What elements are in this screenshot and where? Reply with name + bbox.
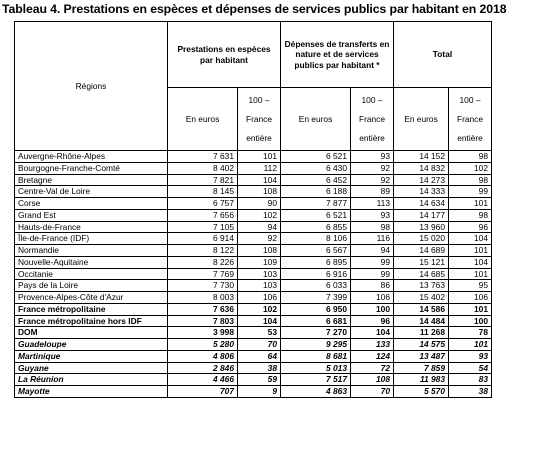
- cell-total-euros: 5 570: [394, 386, 449, 398]
- cell-depenses-euros: 8 681: [281, 350, 351, 362]
- header-total-indice: 100 – France entière: [449, 88, 492, 151]
- table-row: [15, 221, 492, 233]
- cell-total-euros: 13 487: [394, 350, 449, 362]
- cell-total-indice: 38: [449, 386, 492, 398]
- cell-total-indice: 98: [449, 174, 492, 186]
- cell-region: DOM: [15, 327, 168, 339]
- cell-total-indice: 101: [449, 268, 492, 280]
- cell-region: Grand Est: [15, 209, 168, 221]
- prestations-table: [14, 21, 492, 398]
- cell-region: Bourgogne-Franche-Comté: [15, 162, 168, 174]
- cell-depenses-euros: 6 188: [281, 186, 351, 198]
- cell-prestations-euros: 7 769: [168, 268, 238, 280]
- cell-region: Centre-Val de Loire: [15, 186, 168, 198]
- header-prestations-euros: En euros: [168, 88, 238, 151]
- cell-region: Corse: [15, 198, 168, 210]
- cell-total-indice: 96: [449, 221, 492, 233]
- cell-depenses-euros: 8 106: [281, 233, 351, 245]
- cell-region: Guadeloupe: [15, 339, 168, 351]
- cell-region: Provence-Alpes-Côte d'Azur: [15, 292, 168, 304]
- table-row: [15, 245, 492, 257]
- cell-depenses-euros: 6 855: [281, 221, 351, 233]
- cell-region: Nouvelle-Aquitaine: [15, 256, 168, 268]
- cell-total-indice: 98: [449, 151, 492, 163]
- cell-region: Île-de-France (IDF): [15, 233, 168, 245]
- table-row: [15, 209, 492, 221]
- cell-total-indice: 100: [449, 315, 492, 327]
- cell-prestations-euros: 7 636: [168, 303, 238, 315]
- cell-depenses-indice: 92: [351, 162, 394, 174]
- cell-prestations-euros: 707: [168, 386, 238, 398]
- cell-prestations-indice: 92: [238, 233, 281, 245]
- cell-total-indice: 54: [449, 362, 492, 374]
- table-title: Tableau 4. Prestations en espèces et dépenses de services publics par habitant en 2018: [2, 2, 507, 16]
- header-depenses-euros: En euros: [281, 88, 351, 151]
- cell-depenses-indice: 133: [351, 339, 394, 351]
- cell-depenses-euros: 7 517: [281, 374, 351, 386]
- cell-prestations-euros: 7 821: [168, 174, 238, 186]
- cell-depenses-indice: 124: [351, 350, 394, 362]
- table-row: [15, 303, 492, 315]
- cell-prestations-indice: 101: [238, 151, 281, 163]
- cell-total-euros: 14 273: [394, 174, 449, 186]
- header-regions: Régions: [15, 22, 168, 151]
- cell-region: Guyane: [15, 362, 168, 374]
- cell-depenses-euros: 6 521: [281, 209, 351, 221]
- cell-total-euros: 13 763: [394, 280, 449, 292]
- cell-prestations-euros: 8 402: [168, 162, 238, 174]
- cell-depenses-indice: 104: [351, 327, 394, 339]
- cell-prestations-euros: 2 846: [168, 362, 238, 374]
- cell-depenses-euros: 5 013: [281, 362, 351, 374]
- cell-depenses-indice: 99: [351, 268, 394, 280]
- table-row: [15, 198, 492, 210]
- header-depenses: Dépenses de transferts en nature et de services publics par habitant *: [281, 22, 394, 88]
- table-row: [15, 268, 492, 280]
- cell-total-indice: 104: [449, 233, 492, 245]
- cell-total-euros: 14 586: [394, 303, 449, 315]
- table-row: [15, 233, 492, 245]
- cell-total-indice: 106: [449, 292, 492, 304]
- cell-depenses-euros: 6 567: [281, 245, 351, 257]
- cell-depenses-indice: 93: [351, 151, 394, 163]
- cell-depenses-euros: 6 916: [281, 268, 351, 280]
- table-row: [15, 151, 492, 163]
- cell-depenses-euros: 6 452: [281, 174, 351, 186]
- cell-prestations-euros: 6 757: [168, 198, 238, 210]
- cell-depenses-indice: 99: [351, 256, 394, 268]
- table-row: [15, 256, 492, 268]
- cell-prestations-euros: 3 998: [168, 327, 238, 339]
- cell-depenses-euros: 9 295: [281, 339, 351, 351]
- cell-prestations-euros: 7 803: [168, 315, 238, 327]
- cell-prestations-euros: 7 656: [168, 209, 238, 221]
- cell-depenses-indice: 100: [351, 303, 394, 315]
- cell-total-euros: 14 634: [394, 198, 449, 210]
- header-prestations: Prestations en espèces par habitant: [168, 22, 281, 88]
- cell-prestations-indice: 106: [238, 292, 281, 304]
- cell-depenses-indice: 70: [351, 386, 394, 398]
- cell-total-euros: 13 960: [394, 221, 449, 233]
- table-row: [15, 350, 492, 362]
- cell-prestations-indice: 102: [238, 303, 281, 315]
- cell-prestations-euros: 8 145: [168, 186, 238, 198]
- cell-prestations-indice: 103: [238, 280, 281, 292]
- cell-total-euros: 14 689: [394, 245, 449, 257]
- cell-prestations-indice: 108: [238, 186, 281, 198]
- cell-total-indice: 99: [449, 186, 492, 198]
- cell-prestations-indice: 70: [238, 339, 281, 351]
- cell-depenses-euros: 7 399: [281, 292, 351, 304]
- cell-depenses-indice: 106: [351, 292, 394, 304]
- cell-prestations-indice: 38: [238, 362, 281, 374]
- table-row: [15, 362, 492, 374]
- cell-prestations-euros: 8 122: [168, 245, 238, 257]
- cell-depenses-indice: 72: [351, 362, 394, 374]
- cell-total-euros: 15 020: [394, 233, 449, 245]
- cell-total-indice: 83: [449, 374, 492, 386]
- cell-total-indice: 102: [449, 162, 492, 174]
- cell-depenses-indice: 89: [351, 186, 394, 198]
- cell-region: Hauts-de-France: [15, 221, 168, 233]
- cell-prestations-indice: 104: [238, 174, 281, 186]
- cell-total-euros: 14 177: [394, 209, 449, 221]
- cell-prestations-indice: 103: [238, 268, 281, 280]
- cell-total-euros: 11 983: [394, 374, 449, 386]
- cell-prestations-euros: 8 226: [168, 256, 238, 268]
- cell-total-euros: 7 859: [394, 362, 449, 374]
- cell-depenses-euros: 6 033: [281, 280, 351, 292]
- table-row: [15, 292, 492, 304]
- cell-depenses-euros: 7 270: [281, 327, 351, 339]
- cell-depenses-indice: 86: [351, 280, 394, 292]
- table-row: [15, 339, 492, 351]
- cell-prestations-indice: 112: [238, 162, 281, 174]
- cell-depenses-euros: 6 430: [281, 162, 351, 174]
- cell-prestations-indice: 104: [238, 315, 281, 327]
- cell-total-indice: 93: [449, 350, 492, 362]
- table-row: [15, 280, 492, 292]
- cell-depenses-indice: 113: [351, 198, 394, 210]
- table-row: [15, 374, 492, 386]
- cell-prestations-euros: 5 280: [168, 339, 238, 351]
- cell-total-euros: 14 832: [394, 162, 449, 174]
- cell-prestations-indice: 64: [238, 350, 281, 362]
- cell-total-euros: 14 685: [394, 268, 449, 280]
- cell-total-euros: 14 484: [394, 315, 449, 327]
- table-row: [15, 327, 492, 339]
- header-total: Total: [394, 22, 492, 88]
- cell-depenses-euros: 6 681: [281, 315, 351, 327]
- cell-prestations-euros: 8 003: [168, 292, 238, 304]
- cell-prestations-indice: 102: [238, 209, 281, 221]
- table-row: [15, 386, 492, 398]
- table-row: [15, 186, 492, 198]
- cell-depenses-euros: 6 895: [281, 256, 351, 268]
- cell-total-indice: 98: [449, 209, 492, 221]
- table-body: [15, 151, 492, 398]
- cell-region: Occitanie: [15, 268, 168, 280]
- cell-region: Mayotte: [15, 386, 168, 398]
- table-row: [15, 315, 492, 327]
- cell-prestations-indice: 108: [238, 245, 281, 257]
- cell-depenses-indice: 93: [351, 209, 394, 221]
- cell-total-euros: 15 121: [394, 256, 449, 268]
- cell-depenses-indice: 116: [351, 233, 394, 245]
- cell-prestations-indice: 53: [238, 327, 281, 339]
- cell-total-euros: 14 333: [394, 186, 449, 198]
- cell-prestations-euros: 4 806: [168, 350, 238, 362]
- cell-depenses-euros: 6 950: [281, 303, 351, 315]
- cell-region: Bretagne: [15, 174, 168, 186]
- cell-total-indice: 78: [449, 327, 492, 339]
- cell-total-euros: 14 152: [394, 151, 449, 163]
- cell-depenses-indice: 98: [351, 221, 394, 233]
- cell-total-indice: 95: [449, 280, 492, 292]
- cell-prestations-euros: 7 631: [168, 151, 238, 163]
- table-row: [15, 162, 492, 174]
- cell-total-euros: 14 575: [394, 339, 449, 351]
- cell-prestations-euros: 7 730: [168, 280, 238, 292]
- cell-depenses-euros: 4 863: [281, 386, 351, 398]
- header-prestations-indice: 100 – France entière: [238, 88, 281, 151]
- cell-prestations-indice: 59: [238, 374, 281, 386]
- cell-region: La Réunion: [15, 374, 168, 386]
- cell-region: Pays de la Loire: [15, 280, 168, 292]
- cell-region: France métropolitaine: [15, 303, 168, 315]
- cell-depenses-euros: 6 521: [281, 151, 351, 163]
- header-total-euros: En euros: [394, 88, 449, 151]
- cell-total-indice: 101: [449, 198, 492, 210]
- cell-total-indice: 101: [449, 245, 492, 257]
- cell-region: Martinique: [15, 350, 168, 362]
- header-depenses-indice: 100 – France entière: [351, 88, 394, 151]
- cell-total-euros: 11 268: [394, 327, 449, 339]
- cell-region: France métropolitaine hors IDF: [15, 315, 168, 327]
- cell-depenses-indice: 92: [351, 174, 394, 186]
- cell-total-indice: 104: [449, 256, 492, 268]
- cell-depenses-indice: 96: [351, 315, 394, 327]
- cell-prestations-euros: 7 105: [168, 221, 238, 233]
- cell-total-indice: 101: [449, 339, 492, 351]
- cell-prestations-euros: 4 466: [168, 374, 238, 386]
- cell-depenses-indice: 94: [351, 245, 394, 257]
- cell-prestations-indice: 109: [238, 256, 281, 268]
- cell-region: Auvergne-Rhône-Alpes: [15, 151, 168, 163]
- cell-prestations-euros: 6 914: [168, 233, 238, 245]
- cell-prestations-indice: 9: [238, 386, 281, 398]
- cell-total-euros: 15 402: [394, 292, 449, 304]
- cell-prestations-indice: 90: [238, 198, 281, 210]
- cell-depenses-euros: 7 877: [281, 198, 351, 210]
- cell-prestations-indice: 94: [238, 221, 281, 233]
- cell-region: Normandie: [15, 245, 168, 257]
- cell-total-indice: 101: [449, 303, 492, 315]
- cell-depenses-indice: 108: [351, 374, 394, 386]
- table-row: [15, 174, 492, 186]
